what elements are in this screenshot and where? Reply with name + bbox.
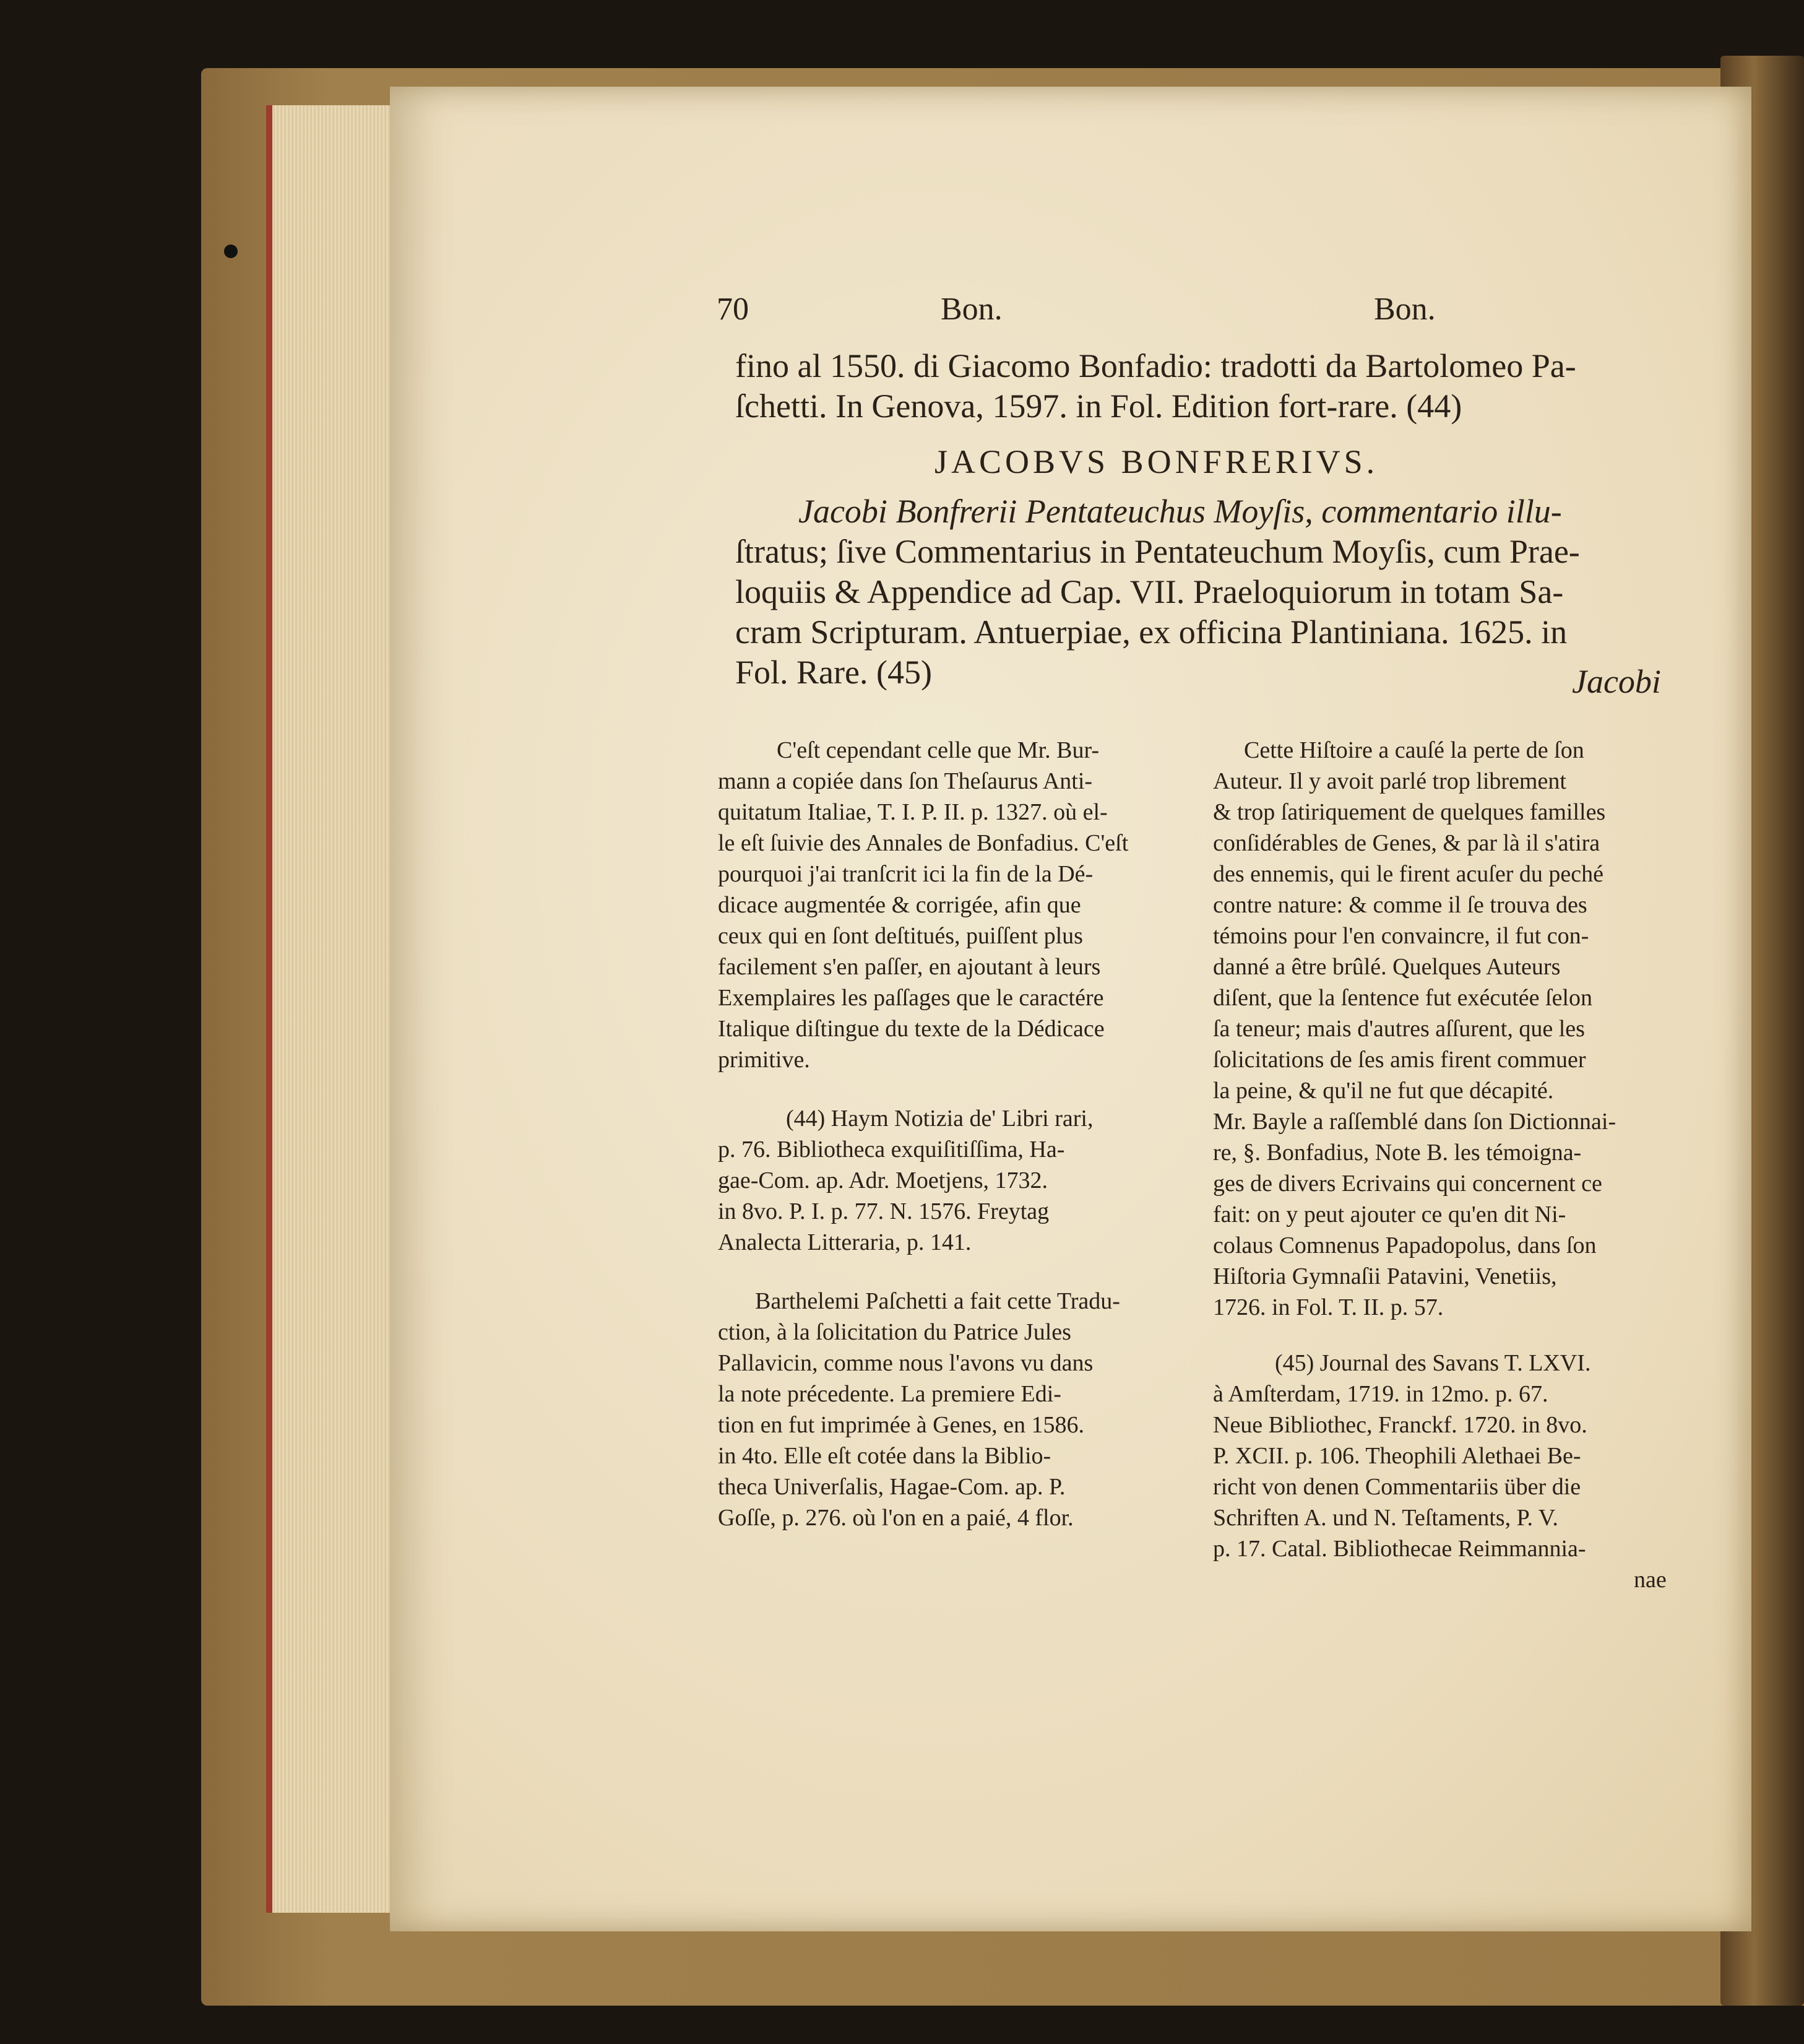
text-line: p. 76. Bibliotheca exquiſitiſſima, Ha- bbox=[718, 1137, 1065, 1163]
text-line: diſent, que la ſentence fut exécutée ſelon bbox=[1213, 985, 1592, 1011]
page-edges bbox=[266, 105, 396, 1913]
text-line: 1726. in Fol. T. II. p. 57. bbox=[1213, 1294, 1444, 1320]
text-line: le eſt ſuivie des Annales de Bonfadius. C'eſt bbox=[718, 830, 1129, 856]
entry-line: Fol. Rare. (45) bbox=[735, 654, 932, 691]
text-line: Pallavicin, comme nous l'avons vu dans bbox=[718, 1350, 1094, 1376]
text-line: p. 17. Catal. Bibliothecae Reimmannia- bbox=[1213, 1536, 1586, 1562]
text-line: la note précedente. La premiere Edi- bbox=[718, 1381, 1061, 1407]
entry-line: cram Scripturam. Antuerpiae, ex officina Plantiniana. 1625. in bbox=[735, 613, 1568, 651]
text-line: Schriften A. und N. Teſtaments, P. V. bbox=[1213, 1505, 1558, 1531]
running-head-left: Bon. bbox=[941, 292, 1003, 327]
text-line: colaus Comnenus Papadopolus, dans ſon bbox=[1213, 1232, 1597, 1258]
text-line: contre nature: & comme il ſe trouva des bbox=[1213, 892, 1587, 918]
text-line: des ennemis, qui le firent acuſer du peché bbox=[1213, 861, 1603, 887]
text-line: ceux qui en ſont deſtitués, puiſſent plus bbox=[718, 923, 1083, 949]
text-line: mann a copiée dans ſon Theſaurus Anti- bbox=[718, 768, 1093, 794]
text-line: pourquoi j'ai tranſcrit ici la fin de la Dé- bbox=[718, 861, 1094, 887]
entry-line: loquiis & Appendice ad Cap. VII. Praeloquiorum in totam Sa- bbox=[735, 573, 1564, 610]
text-line: Exemplaires les paſſages que le caractére bbox=[718, 985, 1104, 1011]
text-line: C'eſt cependant celle que Mr. Bur- bbox=[777, 737, 1100, 763]
text-line: in 8vo. P. I. p. 77. N. 1576. Freytag bbox=[718, 1198, 1050, 1224]
book-page bbox=[390, 87, 1751, 1931]
text-line: & trop ſatiriquement de quelques familles bbox=[1213, 799, 1606, 825]
text-line: Cette Hiſtoire a cauſé la perte de ſon bbox=[1244, 737, 1584, 763]
text-line: fait: on y peut ajouter ce qu'en dit Ni- bbox=[1213, 1202, 1566, 1228]
text-line: richt von denen Commentariis über die bbox=[1213, 1474, 1581, 1500]
text-line: Barthelemi Paſchetti a fait cette Tradu- bbox=[755, 1288, 1120, 1314]
text-line: facilement s'en paſſer, en ajoutant à leurs bbox=[718, 954, 1101, 980]
text-line: à Amſterdam, 1719. in 12mo. p. 67. bbox=[1213, 1381, 1548, 1407]
page-number: 70 bbox=[717, 292, 749, 327]
text-line: dicace augmentée & corrigée, afin que bbox=[718, 892, 1081, 918]
text-line: la peine, & qu'il ne fut que décapité. bbox=[1213, 1078, 1554, 1104]
catchword-right: nae bbox=[1634, 1567, 1667, 1593]
text-line: Hiſtoria Gymnaſii Patavini, Venetiis, bbox=[1213, 1263, 1557, 1289]
text-line: danné a être brûlé. Quelques Auteurs bbox=[1213, 954, 1561, 980]
text-line: primitive. bbox=[718, 1047, 810, 1073]
text-line: in 4to. Elle eſt cotée dans la Biblio- bbox=[718, 1443, 1051, 1469]
text-line: (44) Haym Notizia de' Libri rari, bbox=[786, 1106, 1094, 1132]
text-line: Neue Bibliothec, Franckf. 1720. in 8vo. bbox=[1213, 1412, 1587, 1438]
text-line: Auteur. Il y avoit parlé trop librement bbox=[1213, 768, 1566, 794]
text-line: gae-Com. ap. Adr. Moetjens, 1732. bbox=[718, 1167, 1048, 1193]
text-line: témoins pour l'en convaincre, il fut con- bbox=[1213, 923, 1589, 949]
hole-mark bbox=[224, 245, 238, 258]
text-line: P. XCII. p. 106. Theophili Alethaei Be- bbox=[1213, 1443, 1581, 1469]
running-head-right: Bon. bbox=[1374, 292, 1436, 327]
entry-line: Jacobi Bonfrerii Pentateuchus Moyſis, commentario illu- bbox=[798, 493, 1562, 530]
catchword: Jacobi bbox=[1572, 663, 1661, 700]
entry-heading: JACOBVS BONFRERIVS. bbox=[934, 443, 1379, 480]
text-line: re, §. Bonfadius, Note B. les témoigna- bbox=[1213, 1140, 1582, 1166]
text-line: theca Univerſalis, Hagae-Com. ap. P. bbox=[718, 1474, 1066, 1500]
text-line: ction, à la ſolicitation du Patrice Jules bbox=[718, 1319, 1071, 1345]
text-line: quitatum Italiae, T. I. P. II. p. 1327. où el- bbox=[718, 799, 1108, 825]
text-line: ges de divers Ecrivains qui concernent ce bbox=[1213, 1171, 1602, 1197]
entry-cont-line: ſchetti. In Genova, 1597. in Fol. Edition fort-rare. (44) bbox=[735, 388, 1462, 425]
text-line: ſa teneur; mais d'autres aſſurent, que les bbox=[1213, 1016, 1585, 1042]
text-line: ſolicitations de ſes amis firent commuer bbox=[1213, 1047, 1586, 1073]
text-line: Mr. Bayle a raſſemblé dans ſon Dictionnai- bbox=[1213, 1109, 1616, 1135]
text-line: conſidérables de Genes, & par là il s'atira bbox=[1213, 830, 1600, 856]
entry-line: ſtratus; ſive Commentarius in Pentateuchum Moyſis, cum Prae- bbox=[735, 533, 1580, 570]
text-line: tion en fut imprimée à Genes, en 1586. bbox=[718, 1412, 1085, 1438]
text-line: Goſſe, p. 276. où l'on en a paié, 4 flor. bbox=[718, 1505, 1074, 1531]
text-line: Italique diſtingue du texte de la Dédicace bbox=[718, 1016, 1105, 1042]
text-line: Analecta Litteraria, p. 141. bbox=[718, 1229, 972, 1255]
text-line: (45) Journal des Savans T. LXVI. bbox=[1275, 1350, 1591, 1376]
entry-cont-line: fino al 1550. di Giacomo Bonfadio: tradotti da Bartolomeo Pa- bbox=[735, 347, 1576, 384]
